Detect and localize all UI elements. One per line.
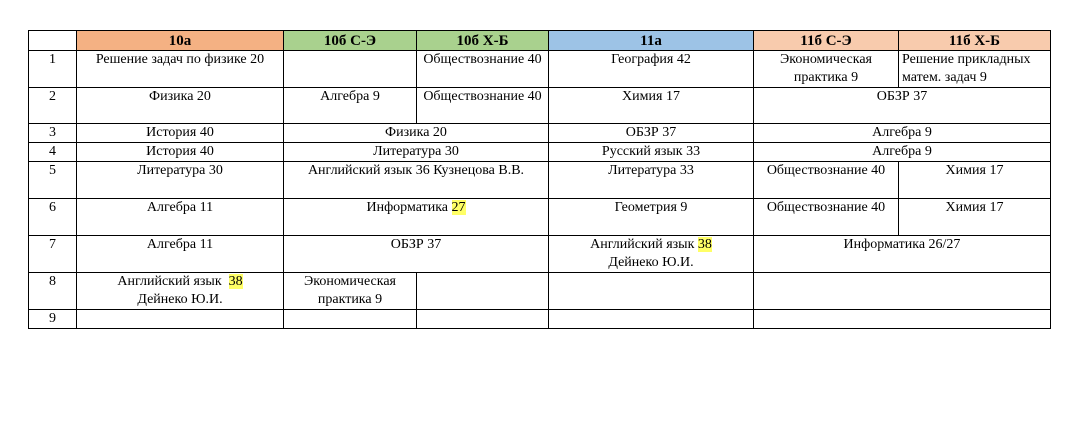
lesson-number: 2 (29, 88, 77, 124)
lesson-number: 1 (29, 51, 77, 88)
cell-11a (549, 236, 754, 273)
cell-10b: Английский язык 36 Кузнецова В.В. (284, 162, 549, 199)
cell-10b-hb (417, 273, 549, 310)
cell-11a (549, 273, 754, 310)
cell-10a (77, 273, 284, 310)
cell-11a: Химия 17 (549, 88, 754, 124)
lesson-number: 4 (29, 143, 77, 162)
cell-10a: Литература 30 (77, 162, 284, 199)
cell-10b-hb: Обществознание 40 (417, 51, 549, 88)
lesson-number: 3 (29, 124, 77, 143)
cell-10a (77, 310, 284, 329)
header-10b-se: 10б С-Э (284, 31, 417, 51)
lesson-number: 9 (29, 310, 77, 329)
teacher-name: Дейнеко Ю.И. (608, 255, 694, 270)
subject-name: Английский язык (590, 237, 698, 252)
cell-10b-se (284, 310, 417, 329)
cell-11b-hb: Химия 17 (899, 199, 1051, 236)
cell-10a: Алгебра 11 (77, 236, 284, 273)
cell-11b: ОБЗР 37 (754, 88, 1051, 124)
cell-11a: Геометрия 9 (549, 199, 754, 236)
cell-11b-se: Обществознание 40 (754, 199, 899, 236)
cell-11a: География 42 (549, 51, 754, 88)
cell-11b-se: Экономическая практика 9 (754, 51, 899, 88)
cell-10a: История 40 (77, 143, 284, 162)
cell-10a: Решение задач по физике 20 (77, 51, 284, 88)
cell-10b-hb (417, 310, 549, 329)
lesson-number: 5 (29, 162, 77, 199)
cell-10b-hb: Обществознание 40 (417, 88, 549, 124)
lesson-number: 8 (29, 273, 77, 310)
cell-11a: Русский язык 33 (549, 143, 754, 162)
cell-10b-se (284, 51, 417, 88)
header-corner-cell (29, 31, 77, 51)
cell-10b: ОБЗР 37 (284, 236, 549, 273)
header-11b-hb: 11б Х-Б (899, 31, 1051, 51)
cell-11b-se: Обществознание 40 (754, 162, 899, 199)
header-10b-hb: 10б Х-Б (417, 31, 549, 51)
cell-11b: Алгебра 9 (754, 124, 1051, 143)
cell-11b-hb: Химия 17 (899, 162, 1051, 199)
cell-11a: ОБЗР 37 (549, 124, 754, 143)
lesson-row-3 (29, 124, 1051, 143)
lesson-number: 7 (29, 236, 77, 273)
cell-11b (754, 310, 1051, 329)
cell-10a: Физика 20 (77, 88, 284, 124)
cell-11b: Информатика 26/27 (754, 236, 1051, 273)
lesson-row-9 (29, 310, 1051, 329)
lesson-row-4 (29, 143, 1051, 162)
room-number-highlight: 27 (451, 200, 466, 215)
cell-10b-se: Алгебра 9 (284, 88, 417, 124)
header-11b-se: 11б С-Э (754, 31, 899, 51)
cell-11b-hb: Решение прикладных матем. задач 9 (899, 51, 1051, 88)
header-row (29, 31, 1051, 51)
lesson-row-1 (29, 51, 1051, 88)
teacher-name: Дейнеко Ю.И. (137, 292, 223, 307)
cell-11b (754, 273, 1051, 310)
cell-10b: Физика 20 (284, 124, 549, 143)
cell-11a: Литература 33 (549, 162, 754, 199)
lesson-row-5 (29, 162, 1051, 199)
lesson-row-2 (29, 88, 1051, 124)
lesson-row-7 (29, 236, 1051, 273)
subject-name: Английский язык (117, 274, 229, 289)
lesson-row-8 (29, 273, 1051, 310)
cell-11b: Алгебра 9 (754, 143, 1051, 162)
lesson-number: 6 (29, 199, 77, 236)
cell-10b-se: Экономическая практика 9 (284, 273, 417, 310)
cell-10a: История 40 (77, 124, 284, 143)
cell-10b: Литература 30 (284, 143, 549, 162)
schedule-table (28, 30, 1051, 329)
room-number-highlight: 38 (697, 237, 712, 252)
lesson-row-6 (29, 199, 1051, 236)
header-10a: 10а (77, 31, 284, 51)
header-11a: 11а (549, 31, 754, 51)
cell-11a (549, 310, 754, 329)
room-number-highlight: 38 (228, 274, 243, 289)
subject-name: Информатика (366, 200, 452, 215)
cell-10a: Алгебра 11 (77, 199, 284, 236)
cell-10b (284, 199, 549, 236)
